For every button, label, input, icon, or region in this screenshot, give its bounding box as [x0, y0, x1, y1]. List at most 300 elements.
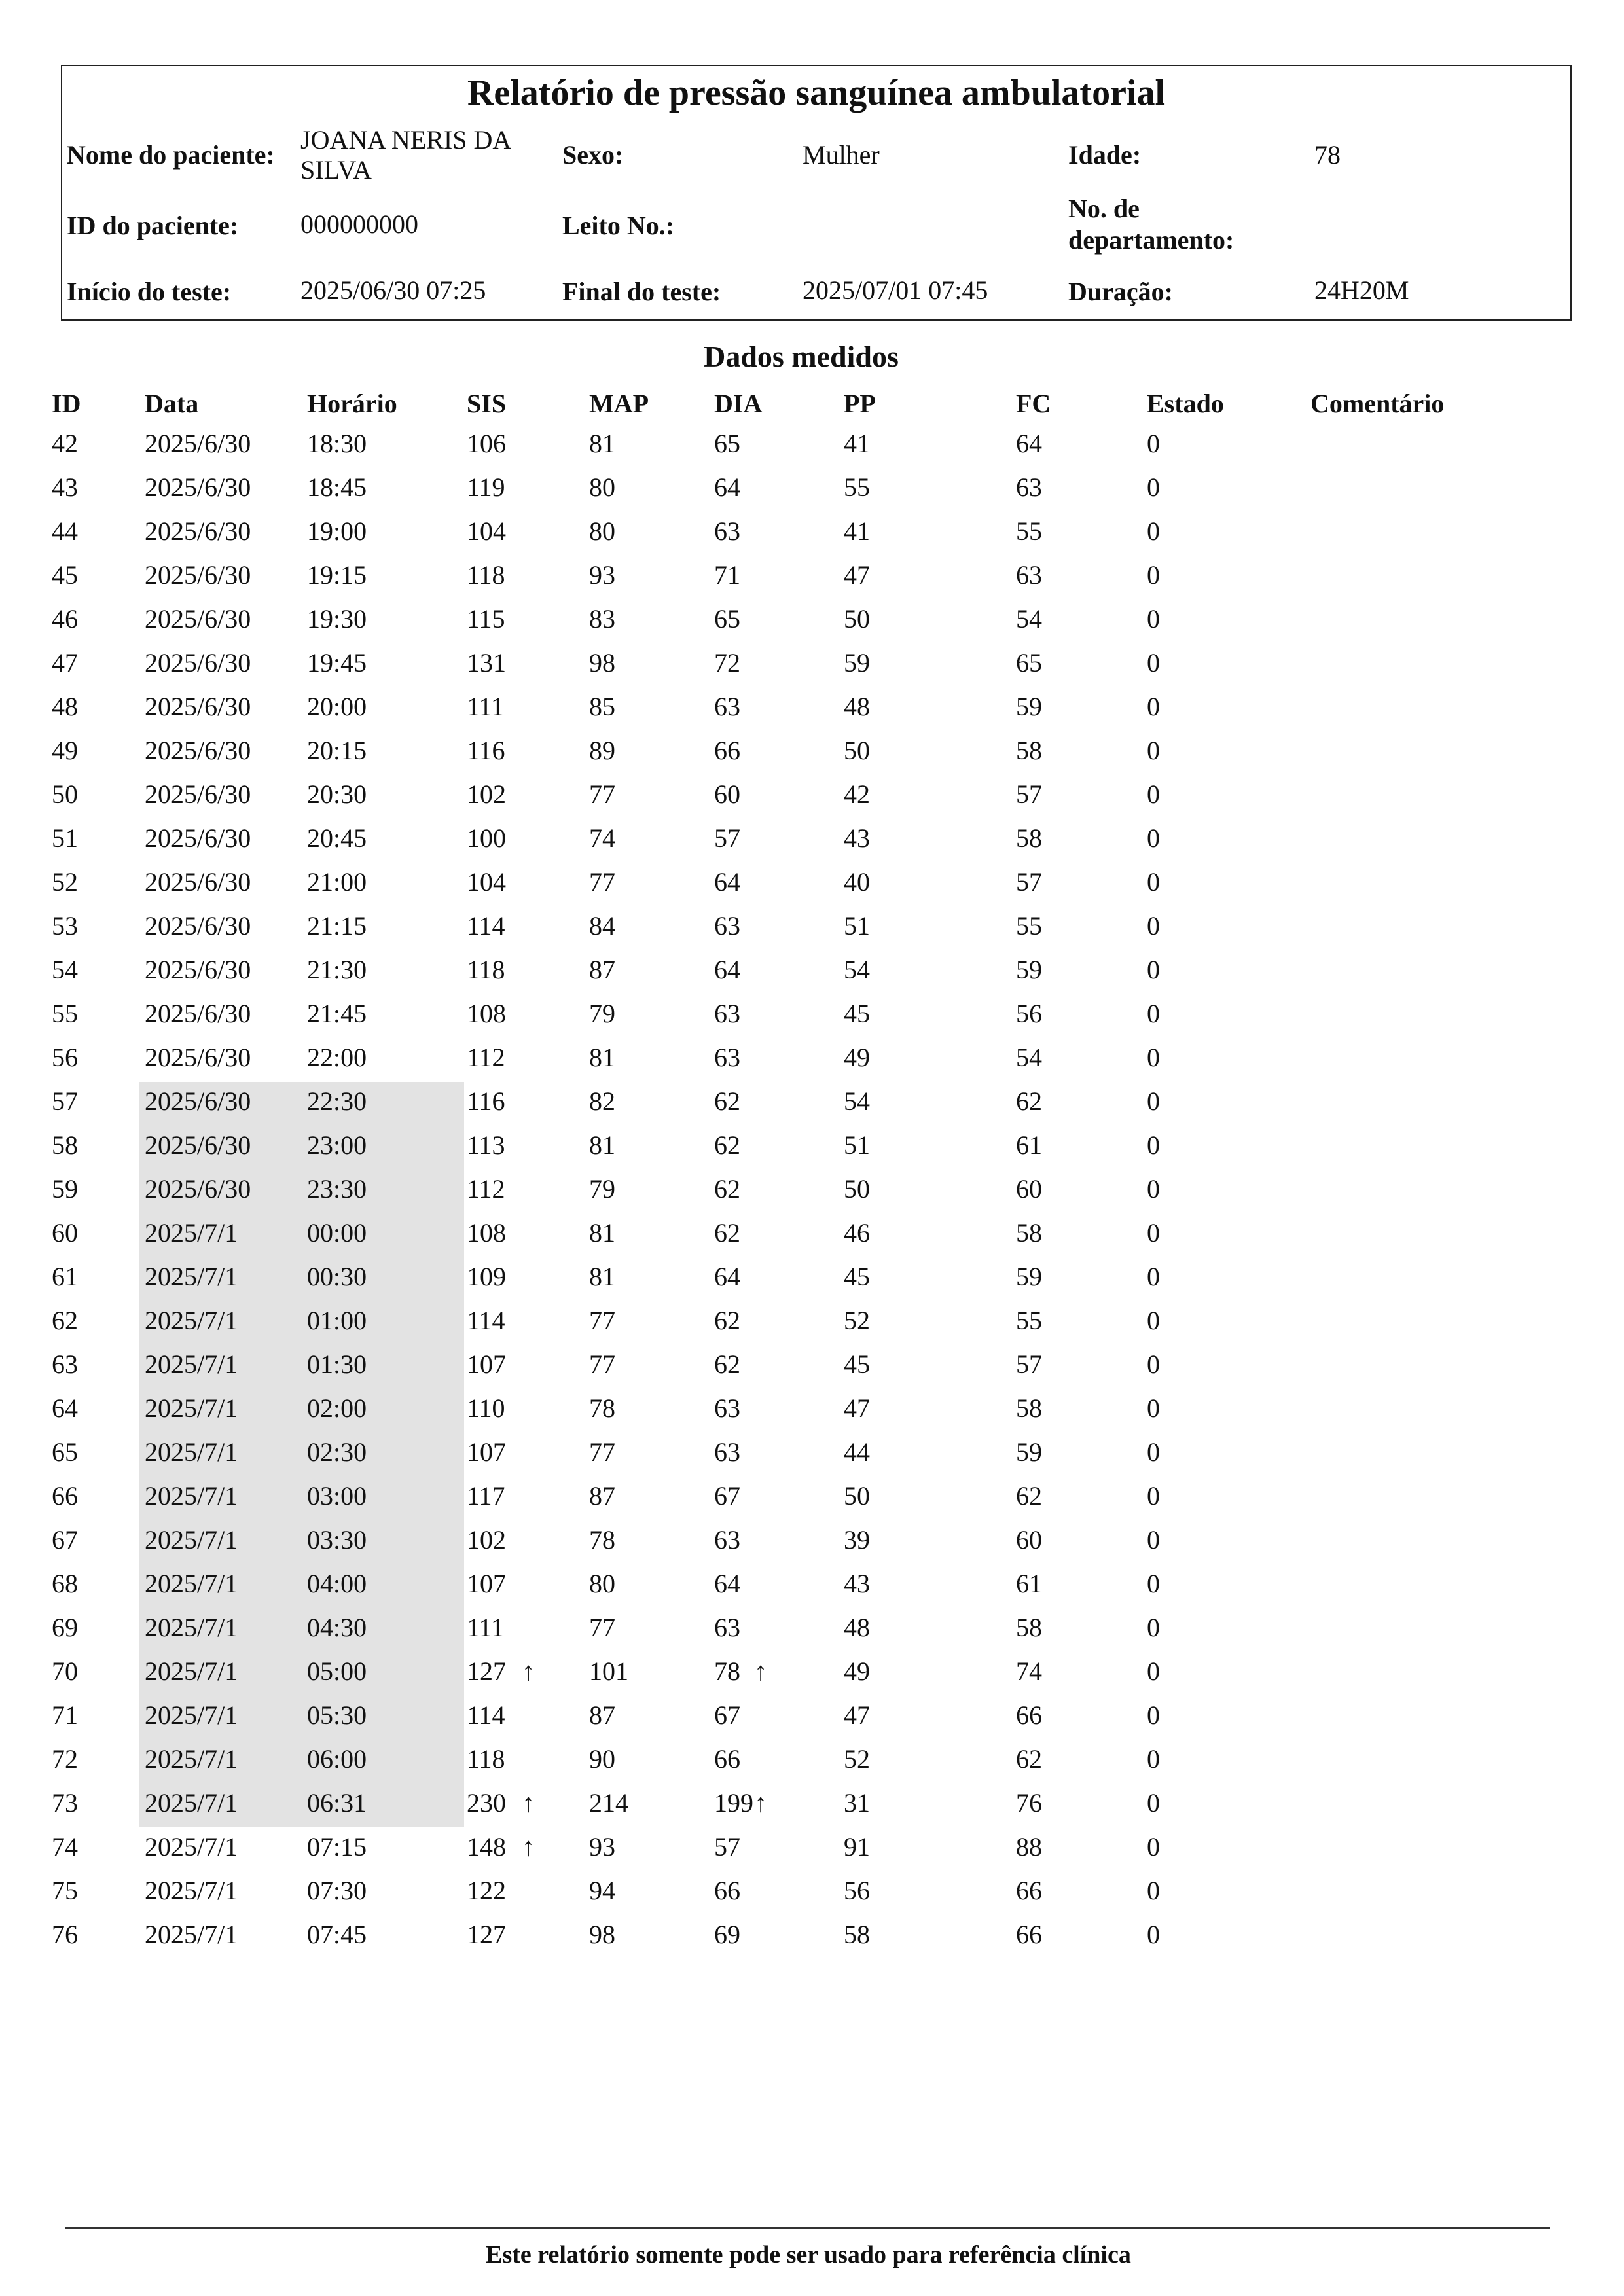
cell-date: 2025/7/1: [145, 1700, 238, 1730]
cell-map: 77: [589, 1613, 615, 1642]
cell-date: 2025/7/1: [145, 1437, 238, 1467]
cell-date: 2025/7/1: [145, 1350, 238, 1379]
cell-date: 2025/6/30: [145, 999, 251, 1028]
cell-id: 61: [52, 1262, 78, 1291]
cell-dia: 67: [714, 1700, 740, 1730]
cell-fc: 59: [1016, 955, 1042, 984]
cell-date: 2025/7/1: [145, 1613, 238, 1642]
column-header-pp: PP: [844, 389, 876, 418]
cell-time: 22:00: [307, 1043, 367, 1072]
cell-map: 214: [589, 1788, 628, 1818]
table-row: [0, 1875, 1624, 1919]
cell-dia: 66: [714, 1744, 740, 1774]
cell-date: 2025/6/30: [145, 736, 251, 765]
patient-id-value: 000000000: [300, 209, 418, 239]
cell-state: 0: [1147, 1043, 1160, 1072]
cell-state: 0: [1147, 1086, 1160, 1116]
cell-dia: 63: [714, 1043, 740, 1072]
cell-id: 70: [52, 1657, 78, 1686]
cell-date: 2025/7/1: [145, 1218, 238, 1247]
cell-sis: 112: [467, 1043, 505, 1072]
cell-map: 80: [589, 1569, 615, 1598]
cell-map: 81: [589, 1130, 615, 1160]
cell-id: 55: [52, 999, 78, 1028]
table-row: [0, 1393, 1624, 1437]
cell-state: 0: [1147, 780, 1160, 809]
cell-dia: 64: [714, 1262, 740, 1291]
cell-fc: 76: [1016, 1788, 1042, 1818]
cell-dia: 65: [714, 604, 740, 634]
cell-id: 67: [52, 1525, 78, 1554]
test-start-value: 2025/06/30 07:25: [300, 276, 486, 305]
cell-date: 2025/7/1: [145, 1788, 238, 1818]
department-label-line1: No. de: [1068, 194, 1140, 223]
cell-fc: 57: [1016, 867, 1042, 897]
cell-id: 74: [52, 1832, 78, 1861]
cell-dia: 64: [714, 473, 740, 502]
cell-pp: 91: [844, 1832, 870, 1861]
footer-divider: [65, 2227, 1550, 2229]
cell-time: 21:45: [307, 999, 367, 1028]
cell-id: 43: [52, 473, 78, 502]
cell-fc: 66: [1016, 1876, 1042, 1905]
cell-id: 42: [52, 429, 78, 458]
cell-sis: 230: [467, 1788, 506, 1818]
cell-pp: 39: [844, 1525, 870, 1554]
cell-id: 52: [52, 867, 78, 897]
cell-map: 82: [589, 1086, 615, 1116]
cell-time: 06:31: [307, 1788, 367, 1818]
cell-pp: 45: [844, 1350, 870, 1379]
cell-fc: 55: [1016, 516, 1042, 546]
cell-date: 2025/7/1: [145, 1744, 238, 1774]
cell-state: 0: [1147, 911, 1160, 941]
cell-time: 00:00: [307, 1218, 367, 1247]
cell-id: 57: [52, 1086, 78, 1116]
cell-map: 78: [589, 1525, 615, 1554]
cell-sis: 113: [467, 1130, 505, 1160]
cell-map: 94: [589, 1876, 615, 1905]
cell-map: 81: [589, 1218, 615, 1247]
cell-pp: 46: [844, 1218, 870, 1247]
cell-sis: 116: [467, 1086, 505, 1116]
cell-state: 0: [1147, 1481, 1160, 1511]
cell-id: 60: [52, 1218, 78, 1247]
table-row: [0, 1349, 1624, 1393]
table-row: [0, 735, 1624, 779]
patient-id-label: ID do paciente:: [67, 211, 239, 240]
column-header-time: Horário: [307, 389, 397, 418]
cell-sis: 122: [467, 1876, 506, 1905]
patient-name-value-line2: SILVA: [300, 155, 372, 185]
cell-sis: 131: [467, 648, 506, 677]
cell-state: 0: [1147, 648, 1160, 677]
cell-pp: 40: [844, 867, 870, 897]
cell-state: 0: [1147, 1306, 1160, 1335]
elevated-arrow-icon: ↑: [522, 1832, 535, 1861]
cell-id: 71: [52, 1700, 78, 1730]
cell-dia: 62: [714, 1350, 740, 1379]
cell-map: 80: [589, 473, 615, 502]
cell-date: 2025/7/1: [145, 1657, 238, 1686]
age-label: Idade:: [1068, 140, 1142, 170]
cell-pp: 47: [844, 1393, 870, 1423]
cell-time: 19:15: [307, 560, 367, 590]
cell-date: 2025/7/1: [145, 1262, 238, 1291]
cell-pp: 42: [844, 780, 870, 809]
cell-pp: 43: [844, 823, 870, 853]
cell-pp: 50: [844, 736, 870, 765]
cell-map: 93: [589, 560, 615, 590]
cell-pp: 49: [844, 1657, 870, 1686]
cell-sis: 104: [467, 867, 506, 897]
cell-map: 98: [589, 1920, 615, 1949]
cell-map: 83: [589, 604, 615, 634]
cell-time: 21:15: [307, 911, 367, 941]
cell-sis: 108: [467, 999, 506, 1028]
cell-fc: 74: [1016, 1657, 1042, 1686]
cell-fc: 54: [1016, 1043, 1042, 1072]
table-row: [0, 1700, 1624, 1744]
cell-id: 46: [52, 604, 78, 634]
cell-fc: 55: [1016, 1306, 1042, 1335]
cell-map: 89: [589, 736, 615, 765]
cell-fc: 59: [1016, 692, 1042, 721]
table-row: [0, 1787, 1624, 1831]
cell-state: 0: [1147, 1393, 1160, 1423]
cell-id: 68: [52, 1569, 78, 1598]
cell-pp: 49: [844, 1043, 870, 1072]
cell-date: 2025/7/1: [145, 1876, 238, 1905]
cell-state: 0: [1147, 1788, 1160, 1818]
cell-sis: 118: [467, 1744, 505, 1774]
cell-id: 64: [52, 1393, 78, 1423]
cell-dia: 64: [714, 955, 740, 984]
cell-time: 02:30: [307, 1437, 367, 1467]
table-row: [0, 1437, 1624, 1480]
cell-fc: 55: [1016, 911, 1042, 941]
cell-date: 2025/6/30: [145, 823, 251, 853]
cell-dia: 63: [714, 999, 740, 1028]
cell-map: 77: [589, 1350, 615, 1379]
cell-pp: 43: [844, 1569, 870, 1598]
cell-map: 101: [589, 1657, 628, 1686]
department-label-line2: departamento:: [1068, 225, 1235, 255]
cell-pp: 47: [844, 1700, 870, 1730]
cell-date: 2025/7/1: [145, 1393, 238, 1423]
cell-pp: 54: [844, 955, 870, 984]
cell-dia: 66: [714, 1876, 740, 1905]
cell-pp: 50: [844, 604, 870, 634]
cell-fc: 57: [1016, 780, 1042, 809]
cell-pp: 31: [844, 1788, 870, 1818]
cell-state: 0: [1147, 692, 1160, 721]
column-header-state: Estado: [1147, 389, 1224, 418]
cell-date: 2025/6/30: [145, 780, 251, 809]
cell-state: 0: [1147, 1525, 1160, 1554]
cell-pp: 58: [844, 1920, 870, 1949]
cell-fc: 60: [1016, 1174, 1042, 1204]
cell-state: 0: [1147, 1218, 1160, 1247]
cell-map: 81: [589, 1043, 615, 1072]
age-value: 78: [1314, 140, 1341, 170]
cell-state: 0: [1147, 955, 1160, 984]
table-row: [0, 1744, 1624, 1787]
cell-state: 0: [1147, 1350, 1160, 1379]
cell-time: 04:00: [307, 1569, 367, 1598]
cell-dia: 69: [714, 1920, 740, 1949]
table-row: [0, 1042, 1624, 1086]
cell-fc: 59: [1016, 1437, 1042, 1467]
cell-sis: 104: [467, 516, 506, 546]
cell-pp: 55: [844, 473, 870, 502]
cell-id: 76: [52, 1920, 78, 1949]
cell-fc: 66: [1016, 1920, 1042, 1949]
cell-fc: 62: [1016, 1481, 1042, 1511]
bed-label: Leito No.:: [562, 211, 675, 240]
cell-pp: 52: [844, 1744, 870, 1774]
table-row: [0, 1217, 1624, 1261]
elevated-arrow-icon: ↑: [754, 1657, 767, 1686]
cell-map: 77: [589, 867, 615, 897]
cell-sis: 114: [467, 1306, 505, 1335]
cell-map: 98: [589, 648, 615, 677]
cell-pp: 48: [844, 692, 870, 721]
cell-date: 2025/6/30: [145, 429, 251, 458]
cell-fc: 63: [1016, 473, 1042, 502]
cell-state: 0: [1147, 1569, 1160, 1598]
cell-fc: 58: [1016, 1613, 1042, 1642]
cell-pp: 41: [844, 429, 870, 458]
cell-sis: 106: [467, 429, 506, 458]
cell-state: 0: [1147, 867, 1160, 897]
cell-dia: 78: [714, 1657, 740, 1686]
cell-dia: 65: [714, 429, 740, 458]
cell-time: 18:45: [307, 473, 367, 502]
cell-id: 44: [52, 516, 78, 546]
cell-date: 2025/6/30: [145, 1174, 251, 1204]
cell-fc: 56: [1016, 999, 1042, 1028]
test-end-value: 2025/07/01 07:45: [803, 276, 988, 305]
table-row: [0, 603, 1624, 647]
duration-value: 24H20M: [1314, 276, 1409, 305]
footer-disclaimer: Este relatório somente pode ser usado para referência clínica: [486, 2241, 1131, 2269]
cell-time: 03:00: [307, 1481, 367, 1511]
cell-pp: 44: [844, 1437, 870, 1467]
cell-fc: 88: [1016, 1832, 1042, 1861]
cell-date: 2025/6/30: [145, 473, 251, 502]
cell-sis: 108: [467, 1218, 506, 1247]
cell-time: 21:00: [307, 867, 367, 897]
cell-time: 23:00: [307, 1130, 367, 1160]
table-row: [0, 1130, 1624, 1174]
report-title: Relatório de pressão sanguínea ambulatorial: [467, 73, 1166, 113]
cell-time: 04:30: [307, 1613, 367, 1642]
table-row: [0, 823, 1624, 867]
cell-pp: 51: [844, 911, 870, 941]
cell-sis: 102: [467, 780, 506, 809]
cell-time: 19:30: [307, 604, 367, 634]
cell-dia: 63: [714, 516, 740, 546]
cell-date: 2025/6/30: [145, 560, 251, 590]
sex-label: Sexo:: [562, 140, 624, 170]
cell-dia: 66: [714, 736, 740, 765]
cell-time: 22:30: [307, 1086, 367, 1116]
cell-fc: 62: [1016, 1086, 1042, 1116]
column-header-id: ID: [52, 389, 81, 418]
cell-id: 58: [52, 1130, 78, 1160]
cell-sis: 127: [467, 1657, 506, 1686]
cell-sis: 118: [467, 955, 505, 984]
cell-date: 2025/7/1: [145, 1569, 238, 1598]
cell-map: 90: [589, 1744, 615, 1774]
cell-map: 87: [589, 955, 615, 984]
patient-name-label: Nome do paciente:: [67, 140, 275, 170]
cell-state: 0: [1147, 1174, 1160, 1204]
cell-sis: 107: [467, 1569, 506, 1598]
cell-date: 2025/6/30: [145, 648, 251, 677]
cell-id: 69: [52, 1613, 78, 1642]
elevated-arrow-icon: ↑: [522, 1657, 535, 1686]
table-row: [0, 1305, 1624, 1349]
cell-time: 07:15: [307, 1832, 367, 1861]
cell-id: 49: [52, 736, 78, 765]
cell-dia: 63: [714, 1393, 740, 1423]
column-header-fc: FC: [1016, 389, 1051, 418]
table-row: [0, 1656, 1624, 1700]
cell-sis: 110: [467, 1393, 505, 1423]
cell-map: 87: [589, 1481, 615, 1511]
cell-time: 07:45: [307, 1920, 367, 1949]
cell-fc: 57: [1016, 1350, 1042, 1379]
cell-date: 2025/6/30: [145, 516, 251, 546]
cell-pp: 48: [844, 1613, 870, 1642]
cell-dia: 71: [714, 560, 740, 590]
cell-fc: 60: [1016, 1525, 1042, 1554]
cell-time: 23:30: [307, 1174, 367, 1204]
cell-pp: 50: [844, 1481, 870, 1511]
cell-sis: 118: [467, 560, 505, 590]
cell-sis: 112: [467, 1174, 505, 1204]
cell-sis: 100: [467, 823, 506, 853]
cell-time: 20:00: [307, 692, 367, 721]
test-end-label: Final do teste:: [562, 277, 721, 306]
cell-id: 75: [52, 1876, 78, 1905]
table-row: [0, 910, 1624, 954]
cell-fc: 64: [1016, 429, 1042, 458]
table-row: [0, 472, 1624, 516]
cell-id: 66: [52, 1481, 78, 1511]
cell-time: 05:30: [307, 1700, 367, 1730]
table-row: [0, 1831, 1624, 1875]
cell-state: 0: [1147, 604, 1160, 634]
cell-state: 0: [1147, 429, 1160, 458]
cell-map: 85: [589, 692, 615, 721]
cell-state: 0: [1147, 1920, 1160, 1949]
cell-state: 0: [1147, 1437, 1160, 1467]
column-header-comment: Comentário: [1310, 389, 1445, 418]
cell-sis: 116: [467, 736, 505, 765]
cell-state: 0: [1147, 736, 1160, 765]
test-start-label: Início do teste:: [67, 277, 232, 306]
cell-id: 54: [52, 955, 78, 984]
cell-fc: 62: [1016, 1744, 1042, 1774]
table-row: [0, 691, 1624, 735]
cell-sis: 114: [467, 911, 505, 941]
cell-id: 48: [52, 692, 78, 721]
cell-pp: 59: [844, 648, 870, 677]
cell-time: 06:00: [307, 1744, 367, 1774]
measurement-table-body: [0, 428, 1624, 1963]
table-row: [0, 998, 1624, 1042]
cell-state: 0: [1147, 1657, 1160, 1686]
cell-fc: 65: [1016, 648, 1042, 677]
cell-id: 59: [52, 1174, 78, 1204]
table-row: [0, 647, 1624, 691]
patient-name-value-line1: JOANA NERIS DA: [300, 125, 512, 154]
cell-time: 21:30: [307, 955, 367, 984]
table-row: [0, 1612, 1624, 1656]
cell-dia: 57: [714, 1832, 740, 1861]
cell-map: 74: [589, 823, 615, 853]
column-header-map: MAP: [589, 389, 649, 418]
cell-id: 72: [52, 1744, 78, 1774]
cell-dia: 64: [714, 867, 740, 897]
cell-time: 19:00: [307, 516, 367, 546]
cell-sis: 111: [467, 1613, 505, 1642]
cell-id: 73: [52, 1788, 78, 1818]
cell-time: 19:45: [307, 648, 367, 677]
cell-fc: 61: [1016, 1130, 1042, 1160]
cell-id: 63: [52, 1350, 78, 1379]
cell-dia: 199: [714, 1788, 753, 1818]
cell-time: 07:30: [307, 1876, 367, 1905]
table-row: [0, 1261, 1624, 1305]
table-row: [0, 779, 1624, 823]
cell-date: 2025/6/30: [145, 1086, 251, 1116]
cell-map: 80: [589, 516, 615, 546]
section-title: Dados medidos: [704, 340, 899, 373]
cell-date: 2025/7/1: [145, 1525, 238, 1554]
cell-date: 2025/6/30: [145, 867, 251, 897]
cell-date: 2025/6/30: [145, 911, 251, 941]
cell-pp: 45: [844, 999, 870, 1028]
cell-pp: 47: [844, 560, 870, 590]
cell-time: 05:00: [307, 1657, 367, 1686]
cell-date: 2025/6/30: [145, 604, 251, 634]
cell-fc: 61: [1016, 1569, 1042, 1598]
cell-map: 79: [589, 1174, 615, 1204]
cell-dia: 60: [714, 780, 740, 809]
cell-date: 2025/6/30: [145, 1043, 251, 1072]
cell-dia: 63: [714, 1525, 740, 1554]
cell-state: 0: [1147, 1876, 1160, 1905]
cell-id: 45: [52, 560, 78, 590]
cell-pp: 41: [844, 516, 870, 546]
cell-id: 47: [52, 648, 78, 677]
cell-dia: 62: [714, 1306, 740, 1335]
cell-id: 51: [52, 823, 78, 853]
cell-sis: 107: [467, 1437, 506, 1467]
cell-time: 01:00: [307, 1306, 367, 1335]
cell-state: 0: [1147, 1744, 1160, 1774]
cell-map: 87: [589, 1700, 615, 1730]
cell-sis: 148: [467, 1832, 506, 1861]
cell-map: 84: [589, 911, 615, 941]
cell-pp: 54: [844, 1086, 870, 1116]
cell-fc: 58: [1016, 823, 1042, 853]
cell-date: 2025/7/1: [145, 1920, 238, 1949]
